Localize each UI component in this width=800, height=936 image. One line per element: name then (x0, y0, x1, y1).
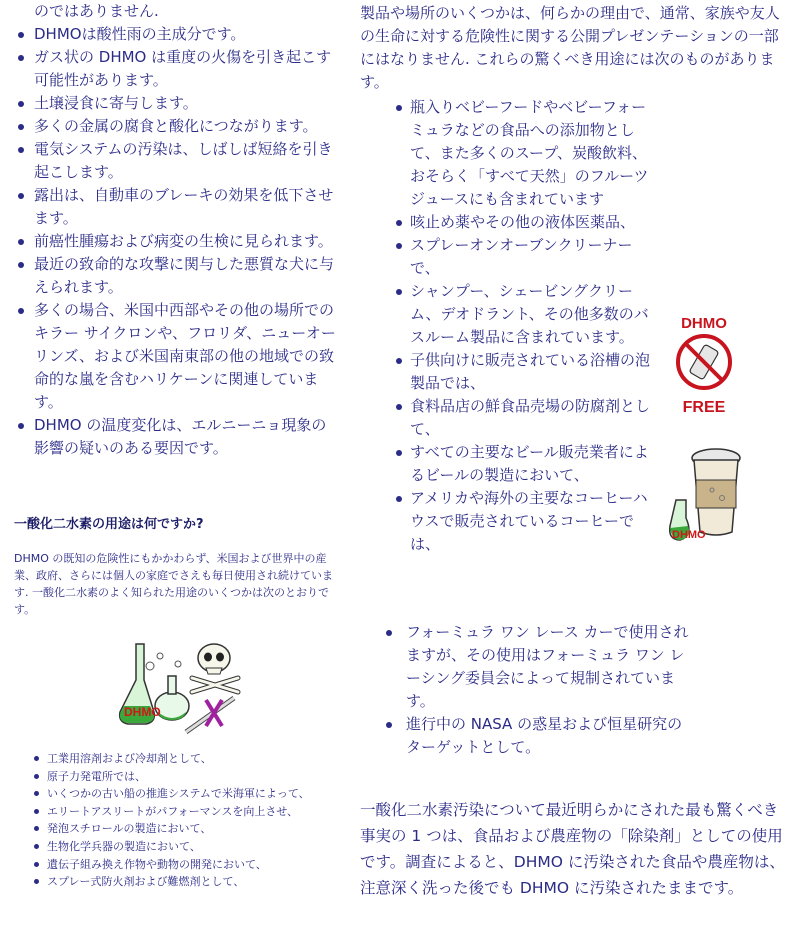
surprising-uses-list (360, 96, 660, 556)
list-item: 工業用溶剤および冷却剤として、 (14, 750, 336, 768)
list-item: 進行中の NASA の惑星および恒星研究のターゲットとして。 (360, 713, 690, 759)
list-item: 露出は、自動車のブレーキの効果を低下させます。 (14, 184, 336, 230)
continued-text: のではありません. (34, 2, 159, 20)
list-item: スプレーオンオーブンクリーナーで、 (360, 234, 660, 280)
badge-bottom-text: FREE (682, 399, 726, 416)
list-item: スプレー式防火剤および難燃剤として、 (14, 873, 336, 891)
list-item: 電気システムの汚染は、しばしば短絡を引き起こします。 (14, 138, 336, 184)
list-item: DHMOは酸性雨の主成分です。 (14, 23, 336, 46)
flask-label: DHMO (124, 705, 161, 719)
list-item: 子供向けに販売されている浴槽の泡製品では、 (360, 349, 660, 395)
list-item: 前癌性腫瘍および病変の生検に見られます。 (14, 230, 336, 253)
other-uses-list (360, 621, 690, 759)
list-item: 瓶入りベビーフードやベビーフォーミュラなどの食品への添加物として、また多くのスープ、炭酸飲料、おそらく「すべて天然」のフルーツジュースにも含まれています (360, 96, 660, 211)
list-item: エリートアスリートがパフォーマンスを向上させ、 (14, 803, 336, 821)
cup-label: DHMO (672, 529, 706, 541)
list-item: DHMO の温度変化は、エルニーニョ現象の影響の疑いのある要因です。 (14, 414, 336, 460)
coffee-cup-illustration (666, 440, 748, 544)
intro-paragraph: 製品や場所のいくつかは、何らかの理由で、通常、家族や友人の生命に対する危険性に関する公開プレゼンテーションの一部にはなりません. これらの驚くべき用途には次のものがあります。 (360, 4, 780, 91)
right-column (360, 0, 790, 936)
list-item: アメリカや海外の主要なコーヒーハウスで販売されているコーヒーでは、 (360, 487, 660, 556)
list-item: 最近の致命的な攻撃に関与した悪質な犬に与えられます。 (14, 253, 336, 299)
section-paragraph: DHMO の既知の危険性にもかかわらず、米国および世界中の産業、政府、さらには個人の家庭でさえも毎日使用され続けています. 一酸化二水素のよく知られた用途のいくつかは次のとおりです。 (14, 552, 333, 616)
left-column (14, 0, 336, 936)
list-item: フォーミュラ ワン レース カーで使用されますが、その使用はフォーミュラ ワン レーシング委員会によって規制されています。 (360, 621, 690, 713)
dhmo-free-badge (666, 312, 742, 416)
list-item: 多くの場合、米国中西部やその他の場所でのキラー サイクロンや、フロリダ、ニューオーリンズ、および米国南東部の他の地域での致命的な嵐を含むハリケーンに関連しています。 (14, 299, 336, 414)
closing-paragraph: 一酸化二水素汚染について最近明らかにされた最も驚くべき事実の 1 つは、食品および農産物の「除染剤」としての使用です。調査によると、DHMO に汚染された食品や農産物は、注意深く洗った後でも DHMO に汚染されたままです。 (360, 801, 785, 897)
uses-list (14, 750, 336, 891)
list-item: いくつかの古い船の推進システムで米海軍によって、 (14, 785, 336, 803)
list-item: 食料品店の鮮食品売場の防腐剤として、 (360, 395, 660, 441)
hazard-list (14, 23, 336, 460)
list-item: 原子力発電所では、 (14, 768, 336, 786)
list-item: シャンプー、シェービングクリーム、デオドラント、その他多数のバスルーム製品に含まれています。 (360, 280, 660, 349)
section-heading: 一酸化二水素の用途は何ですか? (14, 517, 204, 532)
list-item: 生物化学兵器の製造において、 (14, 838, 336, 856)
list-item: 咳止め薬やその他の液体医薬品、 (360, 211, 660, 234)
list-item: ガス状の DHMO は重度の火傷を引き起こす可能性があります。 (14, 46, 336, 92)
list-item: 遺伝子組み換え作物や動物の開発において、 (14, 856, 336, 874)
list-item: 発泡スチロールの製造において、 (14, 820, 336, 838)
list-item: すべての主要なビール販売業者によるビールの製造において、 (360, 441, 660, 487)
badge-top-text: DHMO (681, 315, 727, 332)
list-item: 土壌浸食に寄与します。 (14, 92, 336, 115)
flask-skull-illustration (114, 636, 254, 736)
list-item: 多くの金属の腐食と酸化につながります。 (14, 115, 336, 138)
